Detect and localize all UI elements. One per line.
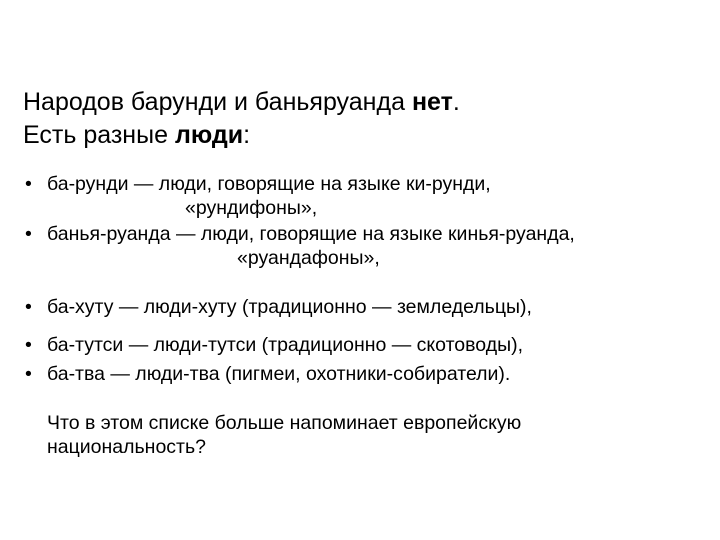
list-item-ba-rundi [25, 172, 491, 196]
question-line-1: Что в этом списке больше напоминает европейскую [47, 412, 522, 434]
list-item-ba-tva [25, 362, 510, 386]
list-item-text: ба-тва — люди-тва (пигмеи, охотники-собиратели). [47, 363, 511, 385]
list-item-text: ба-рунди — люди, говорящие на языке ки-рунди, [47, 173, 491, 195]
list-item-continuation: «рундифоны», [185, 197, 318, 219]
heading-line-1-punct: . [452, 88, 460, 116]
list-item-continuation: «руандафоны», [237, 247, 380, 269]
bullet-marker: • [25, 296, 32, 318]
list-item-ba-hutu [25, 295, 532, 319]
question-line-2: национальность? [47, 436, 206, 458]
list-item-banya-ruanda [25, 222, 575, 246]
heading-line-2-emphasis: люди [174, 121, 244, 149]
bullet-marker: • [25, 223, 32, 245]
list-item-text: ба-хуту — люди-хуту (традиционно — земледельцы), [47, 296, 532, 318]
bullet-marker: • [25, 334, 32, 356]
question-text [47, 411, 521, 459]
heading-line-2 [23, 119, 460, 152]
slide-heading [23, 86, 460, 152]
bullet-marker: • [25, 173, 32, 195]
heading-line-2-punct: : [243, 121, 251, 149]
bullet-marker: • [25, 363, 32, 385]
list-item-text: банья-руанда — люди, говорящие на языке кинья-руанда, [47, 223, 575, 245]
heading-line-1 [23, 86, 460, 119]
list-item-ba-tutsi [25, 333, 523, 357]
heading-line-1-text: Народов барунди и баньяруанда [23, 88, 412, 116]
list-item-text: ба-тутси — люди-тутси (традиционно — скотоводы), [47, 334, 524, 356]
heading-line-1-emphasis: нет [411, 88, 453, 116]
heading-line-2-text: Есть разные [23, 121, 175, 149]
